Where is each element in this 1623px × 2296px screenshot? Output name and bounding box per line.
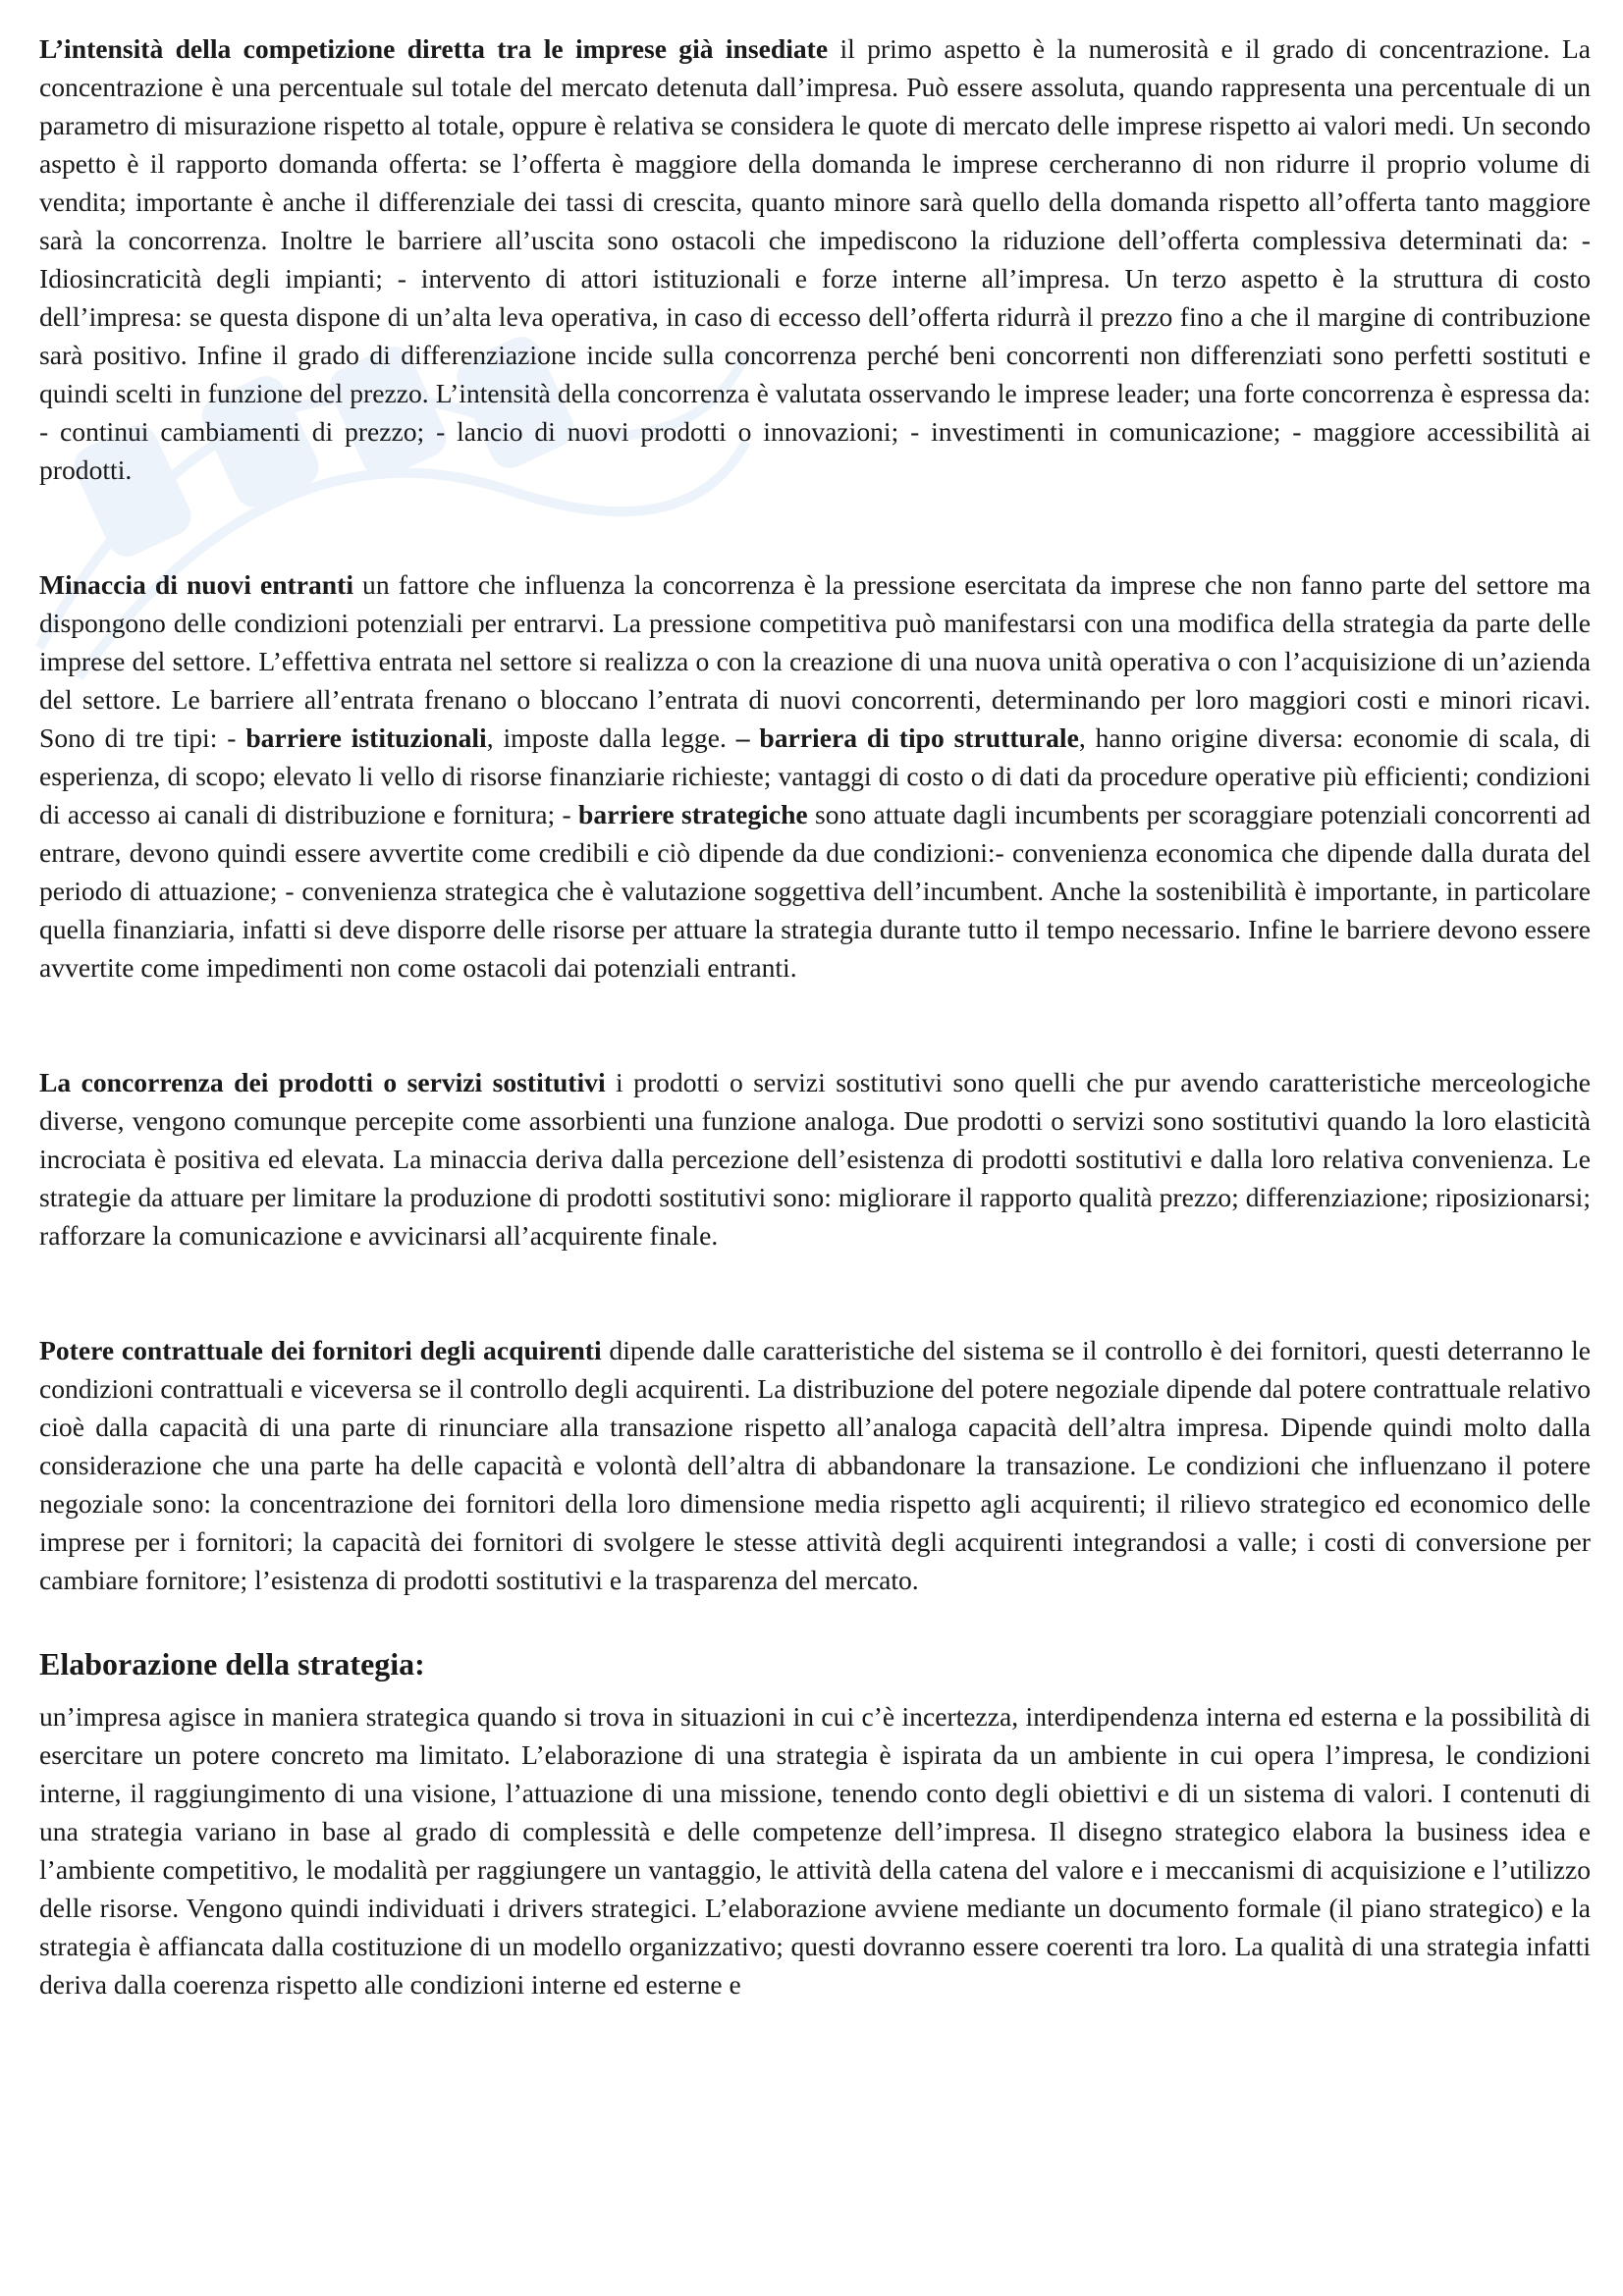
bold-term: – barriera di tipo strutturale [735, 722, 1079, 753]
paragraph-text: , imposte dalla legge. [486, 722, 736, 753]
spacer [39, 1255, 1591, 1331]
paragraph-sostitutivi [39, 1063, 1591, 1255]
paragraph-potere-contrattuale [39, 1331, 1591, 1599]
paragraph-lead: Potere contrattuale dei fornitori degli acquirenti [39, 1335, 602, 1365]
paragraph-lead: Minaccia di nuovi entranti [39, 569, 353, 600]
paragraph-text: un’impresa agisce in maniera strategica quando si trova in situazioni in cui c’è incertezza, interdipendenza interna ed esterna e la possibilità di esercitare un potere concreto ma limitato. L’elaborazione di una strategia è ispirata da un ambiente in cui opera l’impresa, le condizioni interne, il raggiungimento di una visione, l’attuazione di una missione, tenendo conto degli obiettivi e di un sistema di valori. I contenuti di una strategia variano in base al grado di complessità e delle competenze dell’impresa. Il disegno strategico elabora la business idea e l’ambiente competitivo, le modalità per raggiungere un vantaggio, le attività della catena del valore e i meccanismi di acquisizione e l’utilizzo delle risorse. Vengono quindi individuati i drivers strategici. L’elaborazione avviene mediante un documento formale (il piano strategico) e la strategia è affiancata dalla costituzione di un modello organizzativo; questi dovranno essere coerenti tra loro. La qualità di una strategia infatti deriva dalla coerenza rispetto alle condizioni interne ed esterne e [39, 1701, 1591, 2000]
paragraph-text: , hanno origine diversa: economie di scala, di esperienza, di scopo; elevato li vello di risorse finanziarie richieste; vantaggi di costo o di dati da procedure operative più efficienti; condizioni di accesso ai canali di distribuzione e fornitura; - [39, 722, 1592, 829]
spacer [39, 1599, 1591, 1644]
paragraph-competizione [39, 29, 1591, 489]
paragraph-lead: La concorrenza dei prodotti o servizi sostitutivi [39, 1067, 606, 1097]
paragraph-text: un fattore che influenza la concorrenza è la pressione esercitata da imprese che non fanno parte del settore ma dispongono delle condizioni potenziali per entrarvi. La pressione competitiva può manifestarsi con una modifica della strategia da parte delle imprese del settore. L’effettiva entrata nel settore si realizza o con la creazione di una nuova unità operativa o con l’acquisizione di un’azienda del settore. Le barriere all’entrata frenano o bloccano l’entrata di nuovi concorrenti, determinando per loro maggiori costi e minori ricavi. Sono di tre tipi: - [39, 569, 1591, 753]
paragraph-text: i prodotti o servizi sostitutivi sono quelli che pur avendo caratteristiche merceologiche diverse, vengono comunque percepite come assorbienti una funzione analoga. Due prodotti o servizi sono sostitutivi quando la loro elasticità incrociata è positiva ed elevata. La minaccia deriva dalla percezione dell’esistenza di prodotti sostitutivi e dalla loro relativa convenienza. Le strategie da attuare per limitare la produzione di prodotti sostitutivi sono: migliorare il rapporto qualità prezzo; differenziazione; riposizionarsi; rafforzare la comunicazione e avvicinarsi all’acquirente finale. [39, 1067, 1591, 1251]
section-heading: Elaborazione della strategia: [39, 1646, 425, 1682]
paragraph-nuovi-entranti [39, 565, 1591, 987]
document-page [39, 29, 1591, 2003]
paragraph-text: sono attuate dagli incumbents per scoraggiare potenziali concorrenti ad entrare, devono quindi essere avvertite come credibili e ciò dipende da due condizioni:- convenienza economica che dipende dalla durata del periodo di attuazione; - convenienza strategica che è valutazione soggettiva dell’incumbent. Anche la sostenibilità è importante, in particolare quella finanziaria, infatti si deve disporre delle risorse per attuare la strategia durante tutto il tempo necessario. Infine le barriere devono essere avvertite come impedimenti non come ostacoli dai potenziali entranti. [39, 799, 1591, 983]
paragraph-text: dipende dalle caratteristiche del sistema se il controllo è dei fornitori, questi deterranno le condizioni contrattuali e viceversa se il controllo degli acquirenti. La distribuzione del potere negoziale dipende dal potere contrattuale relativo cioè dalla capacità di una parte di rinunciare alla transazione rispetto all’analoga capacità dell’altra impresa. Dipende quindi molto dalla considerazione che una parte ha delle capacità e volontà dell’altra di abbandonare la transazione. Le condizioni che influenzano il potere negoziale sono: la concentrazione dei fornitori della loro dimensione media rispetto agli acquirenti; il rilievo strategico ed economico delle imprese per i fornitori; la capacità dei fornitori di svolgere le stesse attività degli acquirenti integrandosi a valle; i costi di conversione per cambiare fornitore; l’esistenza di prodotti sostitutivi e la trasparenza del mercato. [39, 1335, 1591, 1595]
bold-term: barriere istituzionali [245, 722, 487, 753]
paragraph-lead: L’intensità della competizione diretta tra le imprese già insediate [39, 33, 829, 64]
paragraph-text: il primo aspetto è la numerosità e il grado di concentrazione. La concentrazione è una percentuale sul totale del mercato detenuta dall’impresa. Può essere assoluta, quando rappresenta una percentuale di un parametro di misurazione rispetto al totale, oppure è relativa se considera le quote di mercato delle imprese rispetto ai valori medi. Un secondo aspetto è il rapporto domanda offerta: se l’offerta è maggiore della domanda le imprese cercheranno di non ridurre il proprio volume di vendita; importante è anche il differenziale dei tassi di crescita, quanto minore sarà quello della domanda rispetto all’offerta tanto maggiore sarà la concorrenza. Inoltre le barriere all’uscita sono ostacoli che impediscono la riduzione dell’offerta complessiva determinati da: - Idiosincraticità degli impianti; - intervento di attori istituzionali e forze interne all’impresa. Un terzo aspetto è la struttura di costo dell’impresa: se questa dispone di un’alta leva operativa, in caso di eccesso dell’offerta ridurrà il prezzo fino a che il margine di contribuzione sarà positivo. Infine il grado di differenziazione incide sulla concorrenza perché beni concorrenti non differenziati sono perfetti sostituti e quindi scelti in funzione del prezzo. L’intensità della concorrenza è valutata osservando le imprese leader; una forte concorrenza è espressa da: - continui cambiamenti di prezzo; - lancio di nuovi prodotti o innovazioni; - investimenti in comunicazione; - maggiore accessibilità ai prodotti. [39, 33, 1591, 485]
spacer [39, 987, 1591, 1063]
paragraph-elaborazione [39, 1697, 1591, 2003]
bold-term: barriere strategiche [578, 799, 808, 829]
spacer [39, 489, 1591, 565]
